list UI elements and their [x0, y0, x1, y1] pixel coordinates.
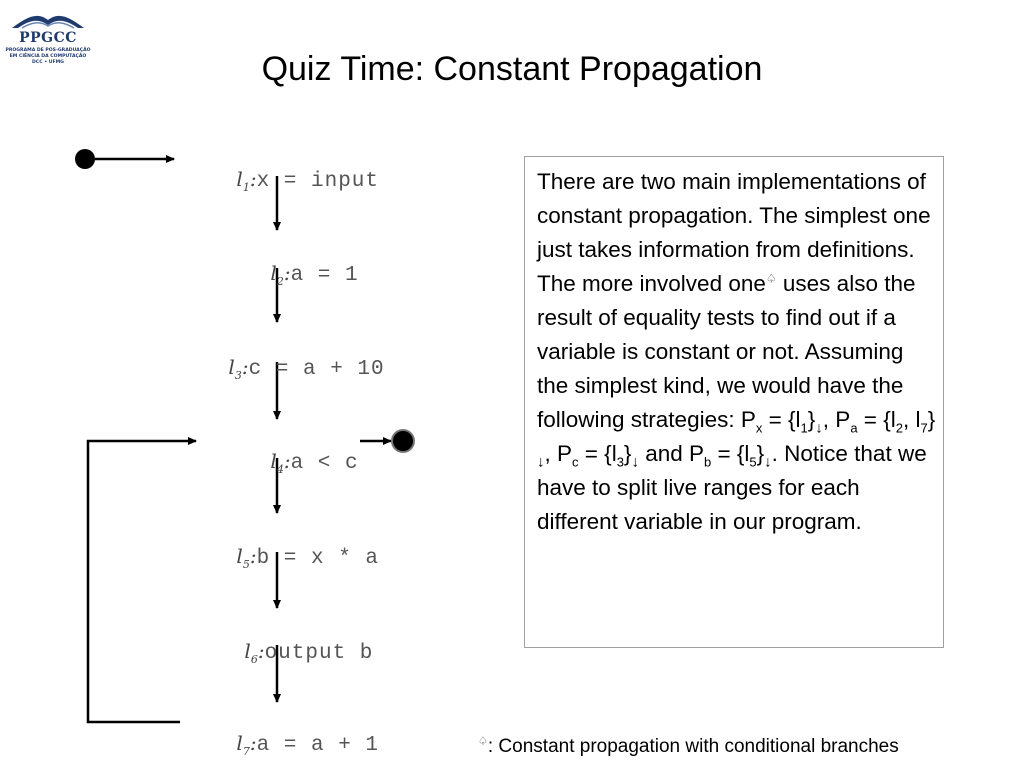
control-flow-graph	[60, 130, 460, 758]
logo-subtitle-line: DCC • UFMG	[32, 60, 64, 65]
node-code: b = x * a	[256, 547, 379, 570]
node-label: $l_5$:	[236, 544, 257, 571]
cfg-node-l5	[182, 521, 379, 594]
footnote	[478, 736, 899, 758]
strategy-px: $P_x = \{l_1\}_↓$	[740, 407, 823, 437]
footnote-text: : Constant propagation with conditional branches	[487, 736, 899, 757]
node-label: $l_6$:	[244, 639, 265, 666]
node-code: output b	[264, 642, 374, 665]
node-label: $l_2$:	[270, 261, 291, 288]
node-label: $l_3$:	[228, 355, 249, 382]
back-edge-l7-l4	[88, 441, 196, 722]
slide-title: Quiz Time: Constant Propagation	[261, 50, 763, 88]
node-code: a = 1	[290, 264, 359, 287]
node-label: $l_4$:	[270, 449, 291, 476]
logo-subtitle-line: EM CIÊNCIA DA COMPUTAÇÃO	[9, 54, 87, 59]
strategy-pa: $P_a = \{l_2$, $l_7\}_↓$	[537, 407, 936, 471]
strategy-pb: $P_b = \{l_5\}_↓$	[688, 441, 772, 471]
footnote-mark-icon: ♤	[478, 735, 488, 748]
node-code: a < c	[290, 452, 359, 475]
cfg-node-l1	[182, 144, 379, 217]
node-code: a = a + 1	[256, 734, 379, 757]
cfg-node-l6	[190, 616, 373, 689]
explanation-text: There are two main implementations of constant propagation. The simplest one just takes information from definitions. The more involved one♤ uses also the result of equality tests to find out if a variable is constant or not. Assuming the simplest kind, we would have the following strategies: $P_x = \{l_1\}_↓$, $P_a = \{l_2$, $l_7\}_↓$, $P_c = \{l_3\}_↓$ and $P_b = \{l_5\}_↓$. Notice that we have to split live ranges for each different variable in our program.	[537, 169, 936, 534]
logo-emblem-icon	[8, 6, 88, 32]
node-label: $l_7$:	[236, 731, 257, 758]
footnote-reference-icon: ♤	[765, 271, 777, 286]
logo-title: PPGCC	[19, 30, 77, 46]
node-code: c = a + 10	[248, 358, 385, 381]
explanation-box	[524, 156, 944, 648]
strategy-pc: $P_c = \{l_3\}_↓$	[557, 441, 639, 471]
logo-subtitle-line: PROGRAMA DE PÓS-GRADUAÇÃO	[5, 48, 91, 53]
cfg-node-l7	[182, 708, 379, 781]
cfg-node-l4	[216, 426, 359, 499]
cfg-node-l3	[174, 332, 385, 405]
cfg-node-l2	[216, 238, 359, 311]
node-label: $l_1$:	[236, 167, 257, 194]
exit-node	[392, 430, 414, 452]
node-code: x = input	[256, 170, 379, 193]
entry-node	[75, 149, 95, 169]
